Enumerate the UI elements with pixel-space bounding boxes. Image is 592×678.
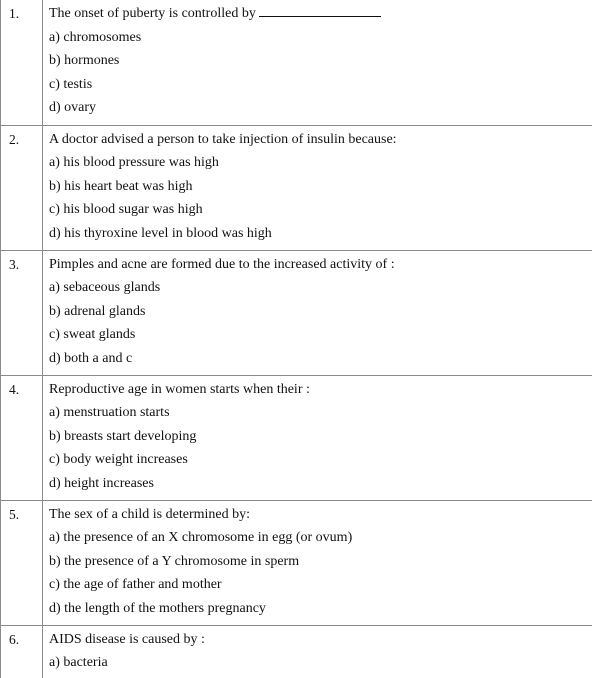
question-number: 2. <box>9 131 20 147</box>
question-cell <box>43 0 592 125</box>
question-number-cell <box>1 375 43 500</box>
question-text: Pimples and acne are formed due to the increased activity of : <box>49 256 395 272</box>
option-d: d) his thyroxine level in blood was high <box>49 225 272 241</box>
question-row <box>1 500 592 625</box>
question-text: AIDS disease is caused by : <box>49 631 205 647</box>
question-cell <box>43 125 592 250</box>
question-text-line <box>43 0 592 26</box>
option-c: c) sweat glands <box>49 327 136 342</box>
question-cell <box>43 250 592 375</box>
question-row <box>1 125 592 250</box>
question-number-cell <box>1 625 43 678</box>
question-row <box>1 250 592 375</box>
question-number-cell <box>1 250 43 375</box>
option-a: a) his blood pressure was high <box>49 155 219 170</box>
option-a: a) chromosomes <box>49 29 142 45</box>
option-b: b) his heart beat was high <box>49 178 193 194</box>
option-c: c) testis <box>49 76 93 92</box>
option-a: a) the presence of an X chromosome in egg (or ovum) <box>49 530 353 545</box>
option-a: a) sebaceous glands <box>49 280 161 295</box>
question-text: The onset of puberty is controlled by <box>49 6 256 21</box>
question-number: 5. <box>9 506 20 522</box>
option-b: b) breasts start developing <box>49 428 197 444</box>
question-number-cell <box>1 500 43 625</box>
option-b: b) the presence of a Y chromosome in sperm <box>49 553 300 569</box>
option-b: b) hormones <box>49 53 120 68</box>
question-cell <box>43 625 592 678</box>
option-a: a) menstruation starts <box>49 405 170 420</box>
option-d: d) both a and c <box>49 350 133 366</box>
question-text: The sex of a child is determined by: <box>49 506 250 522</box>
question-number: 3. <box>9 256 20 272</box>
question-row <box>1 375 592 500</box>
question-number-cell <box>1 0 43 125</box>
option-a: a) bacteria <box>49 655 108 670</box>
question-text: A doctor advised a person to take injection of insulin because: <box>49 131 397 147</box>
option-b: b) adrenal glands <box>49 303 146 319</box>
option-d: d) the length of the mothers pregnancy <box>49 600 266 616</box>
option-d: d) ovary <box>49 100 97 115</box>
option-c: c) the age of father and mother <box>49 577 222 592</box>
question-number: 4. <box>9 381 20 397</box>
option-c: c) body weight increases <box>49 452 188 467</box>
question-row <box>1 625 592 678</box>
question-cell <box>43 500 592 625</box>
question-text: Reproductive age in women starts when their : <box>49 381 310 397</box>
question-number: 6. <box>9 631 20 647</box>
option-c: c) his blood sugar was high <box>49 202 203 217</box>
question-row <box>1 0 592 125</box>
answer-blank <box>259 5 381 17</box>
question-number-cell <box>1 125 43 250</box>
question-number: 1. <box>9 6 20 21</box>
option-d: d) height increases <box>49 475 154 491</box>
question-cell <box>43 375 592 500</box>
